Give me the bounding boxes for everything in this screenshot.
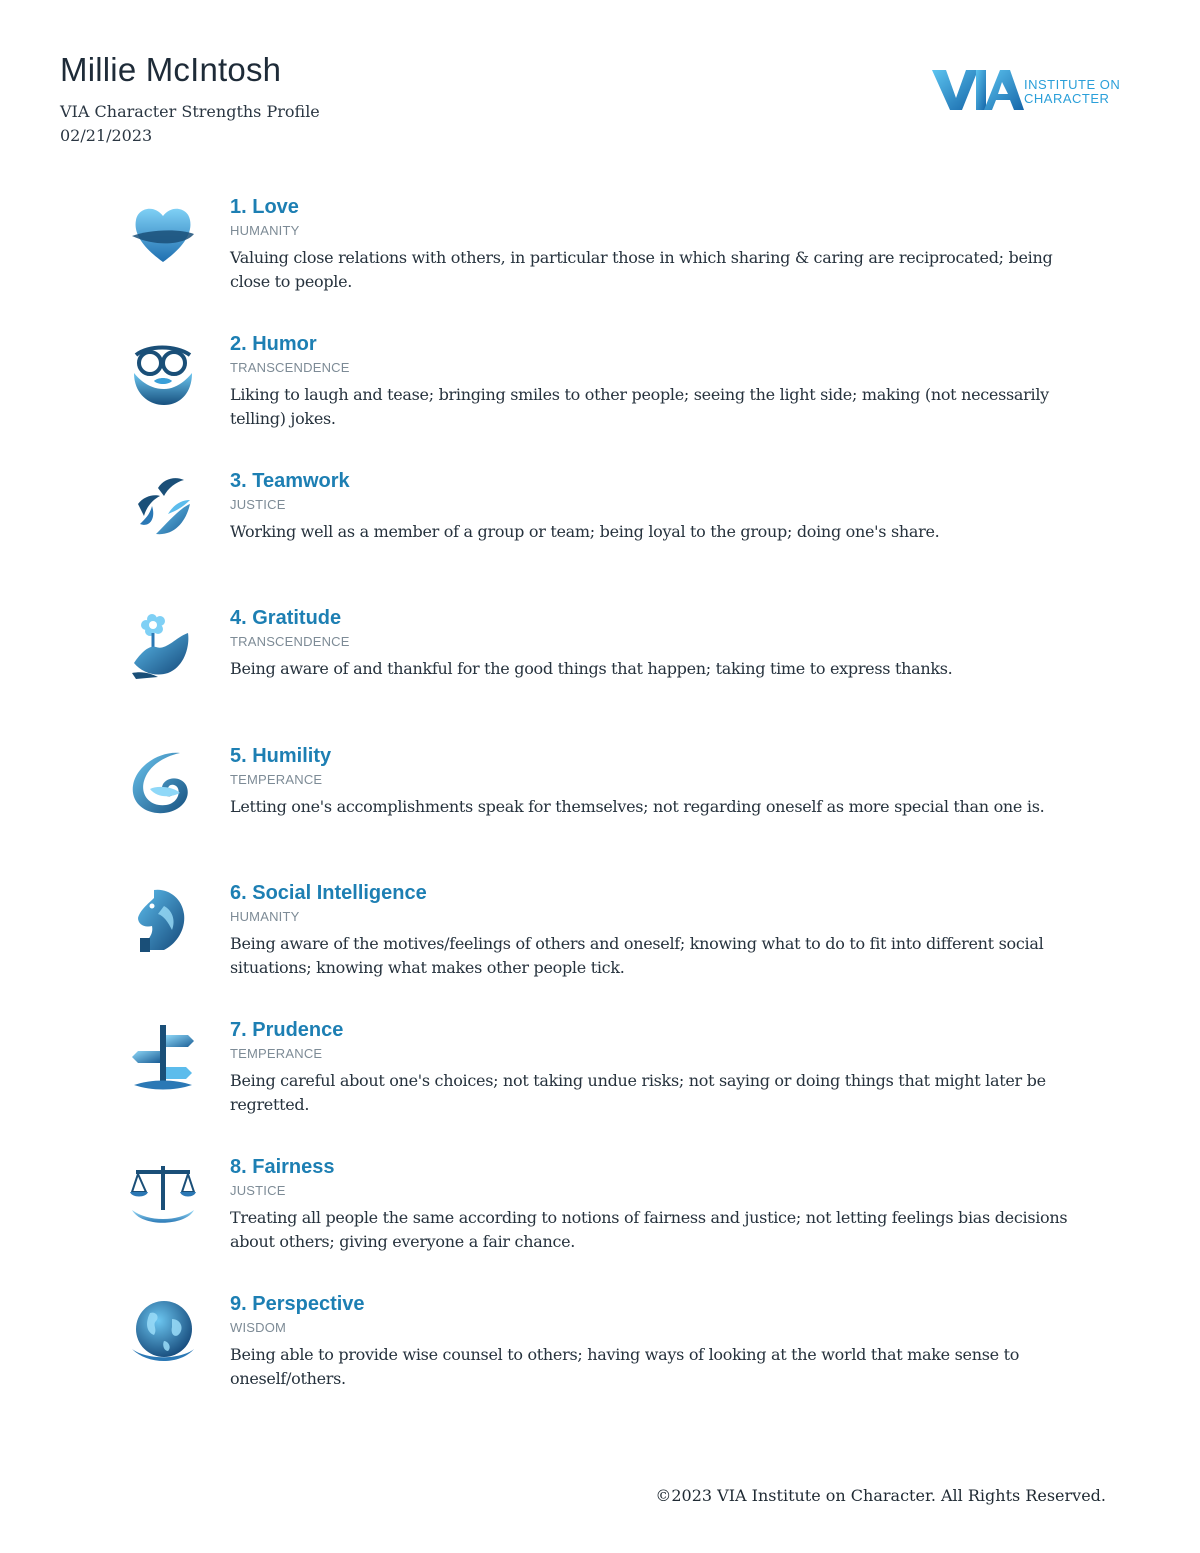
strength-item [128,1293,1128,1417]
heart-icon [128,200,198,270]
signpost-icon [128,1023,198,1093]
strength-description: Valuing close relations with others, in particular those in which sharing & caring are reciprocated; being close to people. [230,248,1053,291]
strength-item [128,333,1128,457]
strength-description: Being aware of and thankful for the good things that happen; taking time to express thanks. [230,659,953,678]
strength-category: TEMPERANCE [230,772,323,787]
strength-description: Treating all people the same according to notions of fairness and justice; not letting feelings bias decisions about others; giving everyone a fair chance. [230,1208,1068,1251]
swirl-icon [128,749,198,819]
strength-category: JUSTICE [230,497,286,512]
person-name: Millie McIntosh [60,51,282,88]
via-logo-mark [930,66,1024,114]
strength-title: 9. Perspective [230,1293,365,1315]
strength-item [128,1156,1128,1280]
globe-icon [128,1297,198,1367]
strength-title: 1. Love [230,196,299,218]
copyright-footer: ©2023 VIA Institute on Character. All Rights Reserved. [655,1486,1106,1505]
strength-title: 3. Teamwork [230,470,350,492]
strength-description: Working well as a member of a group or team; being loyal to the group; doing one's share. [230,522,940,541]
strength-category: TEMPERANCE [230,1046,323,1061]
strength-category: WISDOM [230,1320,287,1335]
strength-title: 5. Humility [230,745,332,767]
strength-category: HUMANITY [230,909,300,924]
strength-item [128,196,1128,320]
birds-icon [128,474,198,544]
strength-item [128,1019,1128,1143]
strength-description: Being able to provide wise counsel to others; having ways of looking at the world that make sense to oneself/others. [230,1345,1020,1388]
strength-category: HUMANITY [230,223,300,238]
funny-face-icon [128,337,198,407]
svg-text:VIA: VIA [930,66,932,67]
strength-item [128,470,1128,594]
strength-title: 7. Prudence [230,1019,344,1041]
strength-description: Liking to laugh and tease; bringing smiles to other people; seeing the light side; making (not necessarily telling) jokes. [230,385,1049,428]
strength-title: 8. Fairness [230,1156,335,1178]
strength-item [128,745,1128,869]
strength-category: JUSTICE [230,1183,286,1198]
report-subtitle: VIA Character Strengths Profile [60,102,320,121]
report-header [60,50,320,148]
flower-hand-icon [128,611,198,681]
strength-title: 2. Humor [230,333,317,355]
strength-description: Being aware of the motives/feelings of others and oneself; knowing what to do to fit into different social situations; knowing what makes other people tick. [230,934,1044,977]
strength-item [128,607,1128,731]
strength-category: TRANSCENDENCE [230,360,350,375]
strength-title: 6. Social Intelligence [230,882,427,904]
via-logo [930,66,1130,116]
strength-category: TRANSCENDENCE [230,634,350,649]
via-logo-text: INSTITUTE ON CHARACTER [1024,77,1121,106]
strength-description: Being careful about one's choices; not taking undue risks; not saying or doing things that might later be regretted. [230,1071,1046,1114]
strength-item [128,882,1128,1006]
strength-description: Letting one's accomplishments speak for themselves; not regarding oneself as more special than one is. [230,797,1045,816]
chess-knight-icon [128,886,198,956]
strength-title: 4. Gratitude [230,607,342,629]
scales-icon [128,1160,198,1230]
report-date: 02/21/2023 [60,126,153,145]
